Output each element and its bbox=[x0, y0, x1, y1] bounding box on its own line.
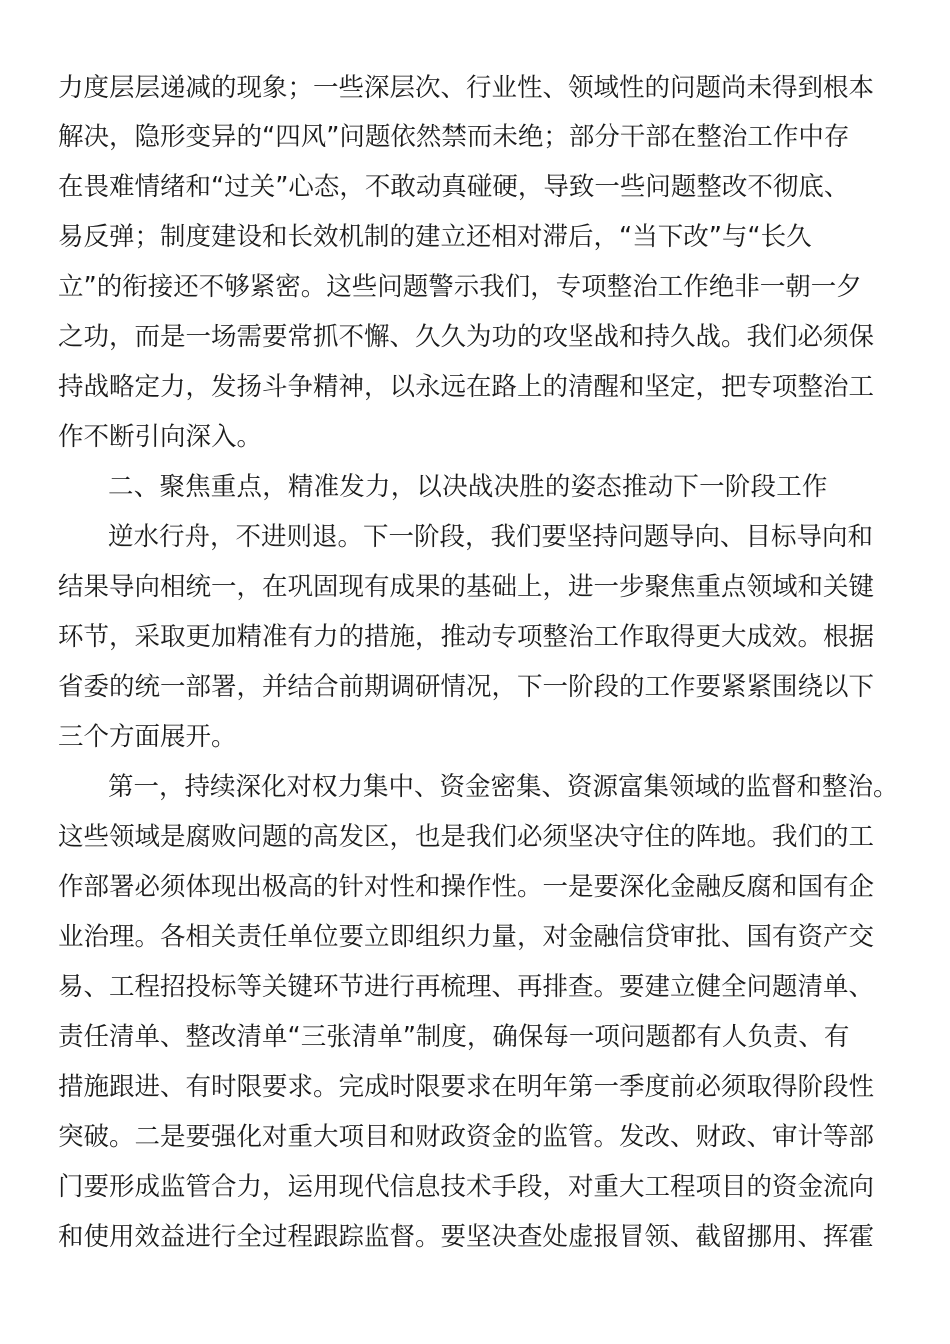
text-line: 三个方面展开。 bbox=[58, 722, 237, 752]
text-line: 作不断引向深入。 bbox=[58, 422, 263, 452]
text-line: 作部署必须体现出极高的针对性和操作性。一是要深化金融反腐和国有企 bbox=[58, 872, 875, 902]
text-line: 突破。二是要强化对重大项目和财政资金的监管。发改、财政、审计等部 bbox=[58, 1122, 875, 1152]
text-line: 第一，持续深化对权力集中、资金密集、资源富集领域的监督和整治。 bbox=[108, 772, 899, 802]
text-line: 之功，而是一场需要常抓不懈、久久为功的攻坚战和持久战。我们必须保 bbox=[58, 322, 875, 352]
text-line: 易、工程招投标等关键环节进行再梳理、再排查。要建立健全问题清单、 bbox=[58, 972, 875, 1002]
section-heading: 二、聚焦重点，精准发力，以决战决胜的姿态推动下一阶段工作 bbox=[108, 472, 828, 502]
text-line: 门要形成监管合力，运用现代信息技术手段，对重大工程项目的资金流向 bbox=[58, 1172, 875, 1202]
text-line: 易反弹；制度建设和长效机制的建立还相对滞后，“当下改”与“长久 bbox=[58, 222, 812, 252]
text-line: 省委的统一部署，并结合前期调研情况，下一阶段的工作要紧紧围绕以下 bbox=[58, 672, 875, 702]
text-line: 在畏难情绪和“过关”心态，不敢动真碰硬，导致一些问题整改不彻底、 bbox=[58, 172, 850, 202]
text-line: 持战略定力，发扬斗争精神，以永远在路上的清醒和坚定，把专项整治工 bbox=[58, 372, 875, 402]
text-line: 解决，隐形变异的“四风”问题依然禁而未绝；部分干部在整治工作中存 bbox=[58, 122, 850, 152]
text-line: 业治理。各相关责任单位要立即组织力量，对金融信贷审批、国有资产交 bbox=[58, 922, 875, 952]
text-line: 这些领域是腐败问题的高发区，也是我们必须坚决守住的阵地。我们的工 bbox=[58, 822, 875, 852]
text-line: 力度层层递减的现象；一些深层次、行业性、领域性的问题尚未得到根本 bbox=[58, 73, 875, 103]
text-line: 结果导向相统一，在巩固现有成果的基础上，进一步聚焦重点领域和关键 bbox=[58, 572, 875, 602]
text-line: 措施跟进、有时限要求。完成时限要求在明年第一季度前必须取得阶段性 bbox=[58, 1072, 875, 1102]
text-line: 立”的衔接还不够紧密。这些问题警示我们，专项整治工作绝非一朝一夕 bbox=[58, 272, 862, 302]
text-line: 环节，采取更加精准有力的措施，推动专项整治工作取得更大成效。根据 bbox=[58, 622, 875, 652]
text-line: 和使用效益进行全过程跟踪监督。要坚决查处虚报冒领、截留挪用、挥霍 bbox=[58, 1222, 875, 1252]
text-line: 责任清单、整改清单“三张清单”制度，确保每一项问题都有人负责、有 bbox=[58, 1022, 850, 1052]
text-line: 逆水行舟，不进则退。下一阶段，我们要坚持问题导向、目标导向和 bbox=[108, 522, 874, 552]
